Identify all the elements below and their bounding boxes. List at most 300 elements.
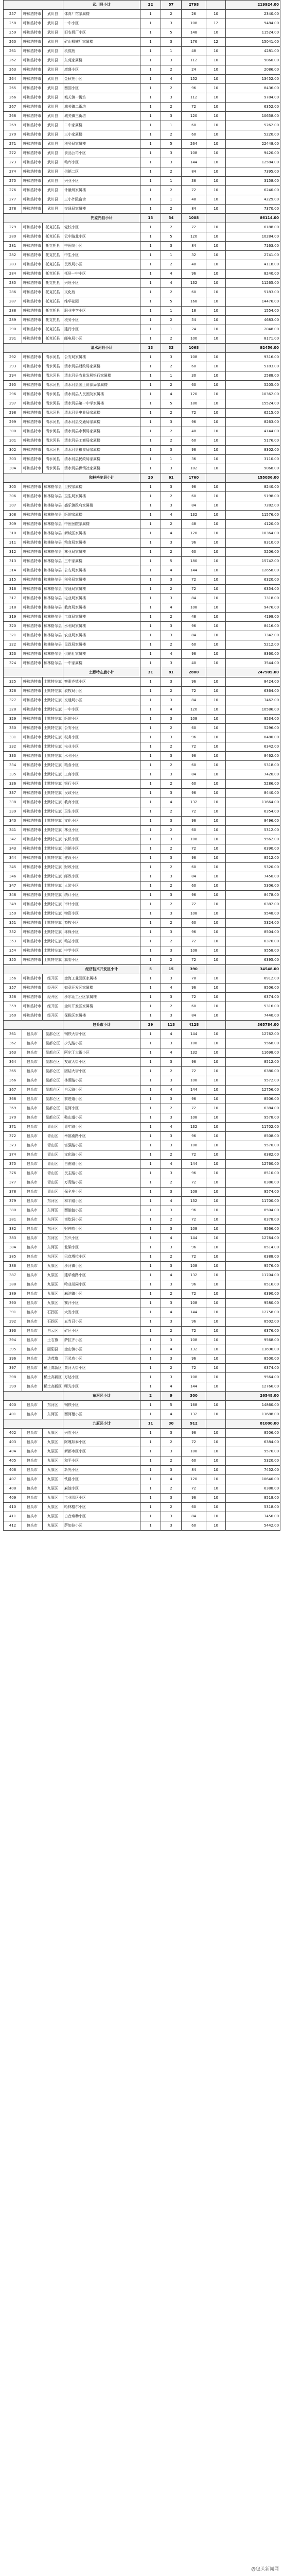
community-name-cell: 公安局家属楼 bbox=[63, 566, 140, 575]
count-a-cell: 1 bbox=[140, 362, 161, 371]
community-name-cell: 白音席勒小区 bbox=[63, 1512, 140, 1521]
city-cell: 呼和浩特市 bbox=[22, 269, 43, 279]
district-cell: 土默特左旗 bbox=[43, 900, 63, 909]
district-cell: 九原区 bbox=[43, 1484, 63, 1494]
count-b-cell: 3 bbox=[161, 752, 182, 761]
district-cell: 经开区 bbox=[43, 993, 63, 1002]
community-name-cell: 钢铁小区 bbox=[63, 1401, 140, 1410]
count-b-cell: 3 bbox=[161, 1058, 182, 1067]
table-row bbox=[4, 1364, 280, 1373]
row-number: 391 bbox=[4, 1308, 22, 1317]
community-name-cell: 税务小区 bbox=[63, 316, 140, 325]
table-row bbox=[4, 65, 280, 75]
count-b-cell: 4 bbox=[161, 390, 182, 399]
district-cell: 武川县 bbox=[43, 19, 63, 28]
count-d-cell: 10 bbox=[206, 436, 226, 446]
amount-cell: 9784.00 bbox=[226, 93, 280, 103]
city-cell: 呼和浩特市 bbox=[22, 19, 43, 28]
count-a-cell: 1 bbox=[140, 381, 161, 390]
amount-cell: 6364.00 bbox=[226, 687, 280, 696]
row-number: 315 bbox=[4, 575, 22, 585]
row-number: 291 bbox=[4, 334, 22, 344]
city-cell: 呼和浩特市 bbox=[22, 325, 43, 334]
count-c-cell: 132 bbox=[182, 1410, 206, 1419]
count-b-cell: 3 bbox=[161, 946, 182, 956]
city-cell: 呼和浩特市 bbox=[22, 919, 43, 928]
count-d-cell: 10 bbox=[206, 928, 226, 937]
row-number: 280 bbox=[4, 232, 22, 242]
count-d-cell: 10 bbox=[206, 75, 226, 84]
row-number: 261 bbox=[4, 47, 22, 56]
table-row bbox=[4, 826, 280, 835]
community-name-cell: 少先路小区 bbox=[63, 1039, 140, 1048]
subtotal-label: 托克托县小计 bbox=[63, 214, 140, 223]
table-row bbox=[4, 1447, 280, 1456]
amount-cell: 12764.00 bbox=[226, 1234, 280, 1243]
count-d-cell: 10 bbox=[206, 1438, 226, 1447]
city-cell: 呼和浩特市 bbox=[22, 909, 43, 919]
subtotal-count-d-cell bbox=[206, 344, 226, 353]
table-row bbox=[4, 1206, 280, 1215]
amount-cell: 7342.00 bbox=[226, 631, 280, 640]
subtotal-count-a-cell: 31 bbox=[140, 668, 161, 677]
count-a-cell: 1 bbox=[140, 956, 161, 965]
community-name-cell: 中学小区 bbox=[63, 946, 140, 956]
count-a-cell: 1 bbox=[140, 1447, 161, 1456]
count-b-cell: 4 bbox=[161, 1030, 182, 1039]
subtotal-blank-cell bbox=[4, 1, 63, 10]
subtotal-blank-cell bbox=[4, 1419, 63, 1429]
district-cell: 和林格尔县 bbox=[43, 538, 63, 548]
watermark: @包头新闻网 bbox=[251, 2567, 279, 2572]
district-cell: 武川县 bbox=[43, 186, 63, 195]
row-number: 336 bbox=[4, 779, 22, 789]
row-number: 292 bbox=[4, 353, 22, 362]
table-row bbox=[4, 1521, 280, 1531]
community-name-cell: 玖熙苑 bbox=[63, 47, 140, 56]
district-cell: 昆都仑区 bbox=[43, 1076, 63, 1086]
district-cell: 武川县 bbox=[43, 47, 63, 56]
count-a-cell: 1 bbox=[140, 1252, 161, 1262]
row-number: 309 bbox=[4, 520, 22, 529]
count-a-cell: 1 bbox=[140, 1401, 161, 1410]
count-d-cell: 10 bbox=[206, 205, 226, 214]
city-cell: 包头市 bbox=[22, 1206, 43, 1215]
count-d-cell: 10 bbox=[206, 798, 226, 807]
district-cell: 九原区 bbox=[43, 1429, 63, 1438]
table-row bbox=[4, 603, 280, 613]
subtotal-label: 土默特左旗小计 bbox=[63, 668, 140, 677]
city-cell: 呼和浩特市 bbox=[22, 826, 43, 835]
table-row bbox=[4, 223, 280, 232]
count-b-cell: 2 bbox=[161, 937, 182, 946]
amount-cell: 9558.00 bbox=[226, 946, 280, 956]
community-name-cell: 工商小区 bbox=[63, 770, 140, 779]
count-d-cell: 10 bbox=[206, 613, 226, 622]
count-a-cell: 1 bbox=[140, 195, 161, 205]
amount-cell: 11576.00 bbox=[226, 511, 280, 520]
count-b-cell: 2 bbox=[161, 1252, 182, 1262]
amount-cell: 11524.00 bbox=[226, 28, 280, 38]
count-b-cell: 2 bbox=[161, 807, 182, 817]
amount-cell: 10364.00 bbox=[226, 529, 280, 538]
count-b-cell: 1 bbox=[161, 121, 182, 130]
table-row bbox=[4, 158, 280, 167]
table-row bbox=[4, 566, 280, 575]
table-row bbox=[4, 177, 280, 186]
count-c-cell: 30 bbox=[182, 371, 206, 381]
count-b-cell: 2 bbox=[161, 956, 182, 965]
amount-cell: 7163.00 bbox=[226, 242, 280, 251]
count-c-cell: 176 bbox=[182, 38, 206, 47]
table-row bbox=[4, 1438, 280, 1447]
table-row bbox=[4, 84, 280, 93]
table-row bbox=[4, 446, 280, 455]
community-name-cell: 西脑包小区 bbox=[63, 1206, 140, 1215]
count-b-cell: 3 bbox=[161, 1466, 182, 1475]
amount-cell: 7440.00 bbox=[226, 1011, 280, 1021]
count-d-cell: 10 bbox=[206, 1150, 226, 1160]
row-number: 347 bbox=[4, 882, 22, 891]
count-d-cell: 10 bbox=[206, 585, 226, 594]
count-c-cell: 72 bbox=[182, 1290, 206, 1299]
row-number: 299 bbox=[4, 418, 22, 427]
count-d-cell: 10 bbox=[206, 1113, 226, 1123]
community-name-cell: 医院家属楼 bbox=[63, 511, 140, 520]
count-b-cell: 3 bbox=[161, 158, 182, 167]
city-cell: 呼和浩特市 bbox=[22, 575, 43, 585]
district-cell: 托克托县 bbox=[43, 232, 63, 242]
count-b-cell: 2 bbox=[161, 900, 182, 909]
count-a-cell: 1 bbox=[140, 1429, 161, 1438]
count-c-cell: 72 bbox=[182, 1484, 206, 1494]
city-cell: 呼和浩特市 bbox=[22, 761, 43, 770]
table-row bbox=[4, 1345, 280, 1354]
table-row bbox=[4, 1299, 280, 1308]
row-number: 297 bbox=[4, 399, 22, 409]
count-b-cell: 3 bbox=[161, 1429, 182, 1438]
amount-cell: 6376.00 bbox=[226, 1327, 280, 1336]
row-number: 340 bbox=[4, 817, 22, 826]
count-a-cell: 1 bbox=[140, 761, 161, 770]
count-d-cell: 10 bbox=[206, 1262, 226, 1271]
community-name-cell: 清水河县供销社家属楼 bbox=[63, 464, 140, 473]
community-name-cell: 中生小区 bbox=[63, 251, 140, 260]
amount-cell: 4229.00 bbox=[226, 195, 280, 205]
count-d-cell: 10 bbox=[206, 909, 226, 919]
count-a-cell: 1 bbox=[140, 1521, 161, 1531]
community-name-cell: 粮食小区 bbox=[63, 761, 140, 770]
district-cell: 和林格尔县 bbox=[43, 566, 63, 575]
city-cell: 呼和浩特市 bbox=[22, 603, 43, 613]
count-c-cell: 108 bbox=[182, 1299, 206, 1308]
table-row bbox=[4, 687, 280, 696]
district-cell: 和林格尔县 bbox=[43, 640, 63, 650]
community-name-cell: 计量所家属楼 bbox=[63, 186, 140, 195]
count-a-cell: 1 bbox=[140, 631, 161, 640]
row-number: 341 bbox=[4, 826, 22, 835]
count-d-cell: 10 bbox=[206, 1280, 226, 1290]
count-c-cell: 72 bbox=[182, 103, 206, 112]
count-b-cell: 2 bbox=[161, 1456, 182, 1466]
community-name-cell: 兴业小区 bbox=[63, 177, 140, 186]
amount-cell: 4120.00 bbox=[226, 520, 280, 529]
count-d-cell: 10 bbox=[206, 1382, 226, 1392]
subtotal-row bbox=[4, 1021, 280, 1030]
amount-cell: 15041.00 bbox=[226, 38, 280, 47]
community-name-cell: 公安局家属楼 bbox=[63, 353, 140, 362]
count-c-cell: 102 bbox=[182, 464, 206, 473]
count-d-cell: 10 bbox=[206, 594, 226, 603]
count-a-cell: 1 bbox=[140, 613, 161, 622]
subtotal-amount-cell: 34548.00 bbox=[226, 965, 280, 974]
district-cell: 土默特左旗 bbox=[43, 677, 63, 687]
community-name-cell: 人防小区 bbox=[63, 882, 140, 891]
count-c-cell: 72 bbox=[182, 1364, 206, 1373]
count-d-cell: 10 bbox=[206, 622, 226, 631]
community-name-cell: 中医院小区 bbox=[63, 242, 140, 251]
count-d-cell: 10 bbox=[206, 956, 226, 965]
district-cell: 清水河县 bbox=[43, 464, 63, 473]
row-number: 343 bbox=[4, 844, 22, 854]
district-cell: 和林格尔县 bbox=[43, 622, 63, 631]
count-d-cell: 10 bbox=[206, 1373, 226, 1382]
subtotal-count-a-cell: 39 bbox=[140, 1021, 161, 1030]
district-cell: 武川县 bbox=[43, 177, 63, 186]
community-name-cell: 一中家属楼 bbox=[63, 659, 140, 668]
count-b-cell: 2 bbox=[161, 779, 182, 789]
count-d-cell: 10 bbox=[206, 1011, 226, 1021]
count-b-cell: 3 bbox=[161, 715, 182, 724]
district-cell: 昆都仑区 bbox=[43, 1086, 63, 1095]
community-name-cell: 林荫路小区 bbox=[63, 1076, 140, 1086]
count-a-cell: 1 bbox=[140, 455, 161, 464]
amount-cell: 6374.00 bbox=[226, 993, 280, 1002]
count-a-cell: 1 bbox=[140, 548, 161, 557]
count-a-cell: 1 bbox=[140, 742, 161, 752]
district-cell: 武川县 bbox=[43, 140, 63, 149]
row-number: 361 bbox=[4, 1030, 22, 1039]
district-cell: 九原区 bbox=[43, 1271, 63, 1280]
count-b-cell: 3 bbox=[161, 789, 182, 798]
city-cell: 呼和浩特市 bbox=[22, 260, 43, 269]
city-cell: 呼和浩特市 bbox=[22, 594, 43, 603]
district-cell: 石拐区 bbox=[43, 1317, 63, 1327]
community-name-cell: 巴彦塔拉小区 bbox=[63, 1252, 140, 1262]
count-b-cell: 3 bbox=[161, 575, 182, 585]
subtotal-blank-cell bbox=[4, 214, 63, 223]
table-row bbox=[4, 529, 280, 538]
amount-cell: 9068.00 bbox=[226, 464, 280, 473]
table-row bbox=[4, 613, 280, 622]
count-a-cell: 1 bbox=[140, 817, 161, 826]
count-b-cell: 3 bbox=[161, 891, 182, 900]
row-number: 354 bbox=[4, 946, 22, 956]
table-row bbox=[4, 399, 280, 409]
city-cell: 包头市 bbox=[22, 1197, 43, 1206]
city-cell: 呼和浩特市 bbox=[22, 844, 43, 854]
community-name-cell: 粮库小区 bbox=[63, 158, 140, 167]
community-name-cell: 麻池镇小区 bbox=[63, 1290, 140, 1299]
subtotal-amount-cell: 92456.00 bbox=[226, 344, 280, 353]
count-c-cell: 132 bbox=[182, 1345, 206, 1354]
table-row bbox=[4, 56, 280, 65]
subtotal-count-d-cell bbox=[206, 1, 226, 10]
count-b-cell: 2 bbox=[161, 316, 182, 325]
amount-cell: 4144.00 bbox=[226, 427, 280, 436]
amount-cell: 8512.00 bbox=[226, 854, 280, 863]
count-c-cell: 40 bbox=[182, 659, 206, 668]
count-d-cell: 10 bbox=[206, 121, 226, 130]
district-cell: 武川县 bbox=[43, 38, 63, 47]
district-cell: 经开区 bbox=[43, 1002, 63, 1011]
amount-cell: 8240.00 bbox=[226, 483, 280, 492]
community-name-cell: 文化小区 bbox=[63, 817, 140, 826]
community-name-cell: 鞍山道小区 bbox=[63, 1113, 140, 1123]
data-table bbox=[3, 0, 280, 1531]
city-cell: 呼和浩特市 bbox=[22, 659, 43, 668]
count-d-cell: 10 bbox=[206, 446, 226, 455]
count-a-cell: 1 bbox=[140, 269, 161, 279]
subtotal-count-b-cell: 61 bbox=[161, 473, 182, 483]
amount-cell: 8514.00 bbox=[226, 1243, 280, 1252]
community-name-cell: 如意开发区家属楼 bbox=[63, 984, 140, 993]
city-cell: 呼和浩特市 bbox=[22, 613, 43, 622]
amount-cell: 9548.00 bbox=[226, 909, 280, 919]
table-row bbox=[4, 1382, 280, 1392]
city-cell: 呼和浩特市 bbox=[22, 288, 43, 297]
count-a-cell: 1 bbox=[140, 242, 161, 251]
city-cell: 包头市 bbox=[22, 1104, 43, 1113]
count-a-cell: 1 bbox=[140, 1095, 161, 1104]
count-b-cell: 2 bbox=[161, 1503, 182, 1512]
count-a-cell: 1 bbox=[140, 696, 161, 705]
district-cell: 武川县 bbox=[43, 112, 63, 121]
subtotal-count-a-cell: 11 bbox=[140, 1419, 161, 1429]
district-cell: 东河区 bbox=[43, 1225, 63, 1234]
city-cell: 呼和浩特市 bbox=[22, 158, 43, 167]
count-c-cell: 24 bbox=[182, 65, 206, 75]
count-c-cell: 96 bbox=[182, 446, 206, 455]
count-c-cell: 84 bbox=[182, 1466, 206, 1475]
row-number: 286 bbox=[4, 288, 22, 297]
row-number: 372 bbox=[4, 1132, 22, 1141]
table-row bbox=[4, 1271, 280, 1280]
district-cell: 经开区 bbox=[43, 984, 63, 993]
city-cell: 呼和浩特市 bbox=[22, 307, 43, 316]
district-cell: 和林格尔县 bbox=[43, 603, 63, 613]
count-b-cell: 2 bbox=[161, 1067, 182, 1076]
city-cell: 呼和浩特市 bbox=[22, 242, 43, 251]
count-d-cell: 10 bbox=[206, 390, 226, 399]
count-d-cell: 10 bbox=[206, 112, 226, 121]
row-number: 262 bbox=[4, 56, 22, 65]
table-row bbox=[4, 1243, 280, 1252]
count-b-cell: 2 bbox=[161, 1327, 182, 1336]
count-b-cell: 2 bbox=[161, 103, 182, 112]
row-number: 287 bbox=[4, 297, 22, 307]
row-number: 371 bbox=[4, 1123, 22, 1132]
table-row bbox=[4, 353, 280, 362]
table-row bbox=[4, 381, 280, 390]
amount-cell: 8502.00 bbox=[226, 1317, 280, 1327]
subtotal-blank-cell bbox=[4, 1021, 63, 1030]
table-body bbox=[4, 1, 280, 1531]
table-row bbox=[4, 1169, 280, 1178]
amount-cell: 8506.00 bbox=[226, 1429, 280, 1438]
city-cell: 包头市 bbox=[22, 1058, 43, 1067]
amount-cell: 9578.00 bbox=[226, 1113, 280, 1123]
count-c-cell: 132 bbox=[182, 1271, 206, 1280]
amount-cell: 5206.00 bbox=[226, 548, 280, 557]
district-cell: 青山区 bbox=[43, 1169, 63, 1178]
district-cell: 土默特左旗 bbox=[43, 882, 63, 891]
subtotal-count-c-cell: 390 bbox=[182, 965, 206, 974]
table-row bbox=[4, 47, 280, 56]
amount-cell: 8302.00 bbox=[226, 446, 280, 455]
district-cell: 土默特左旗 bbox=[43, 779, 63, 789]
count-b-cell: 4 bbox=[161, 1197, 182, 1206]
count-d-cell: 10 bbox=[206, 371, 226, 381]
district-cell: 武川县 bbox=[43, 10, 63, 19]
table-row bbox=[4, 112, 280, 121]
amount-cell: 11265.00 bbox=[226, 279, 280, 288]
city-cell: 包头市 bbox=[22, 1494, 43, 1503]
count-c-cell: 96 bbox=[182, 817, 206, 826]
city-cell: 呼和浩特市 bbox=[22, 640, 43, 650]
community-name-cell: 清水河县农业发展银行家属楼 bbox=[63, 371, 140, 381]
count-a-cell: 1 bbox=[140, 19, 161, 28]
count-b-cell: 3 bbox=[161, 1225, 182, 1234]
count-c-cell: 96 bbox=[182, 854, 206, 863]
row-number: 334 bbox=[4, 761, 22, 770]
count-c-cell: 48 bbox=[182, 47, 206, 56]
community-name-cell: 麻池小区 bbox=[63, 1484, 140, 1494]
subtotal-label: 武川县小计 bbox=[63, 1, 140, 10]
count-c-cell: 18 bbox=[182, 307, 206, 316]
subtotal-count-c-cell: 1008 bbox=[182, 214, 206, 223]
amount-cell: 11664.00 bbox=[226, 798, 280, 807]
city-cell: 包头市 bbox=[22, 1048, 43, 1058]
amount-cell: 15524.00 bbox=[226, 399, 280, 409]
district-cell: 武川县 bbox=[43, 84, 63, 93]
row-number: 344 bbox=[4, 854, 22, 863]
count-b-cell: 5 bbox=[161, 232, 182, 242]
count-c-cell: 120 bbox=[182, 232, 206, 242]
subtotal-amount-cell: 365784.00 bbox=[226, 1021, 280, 1030]
count-a-cell: 1 bbox=[140, 538, 161, 548]
row-number: 259 bbox=[4, 28, 22, 38]
subtotal-count-d-cell bbox=[206, 1392, 226, 1401]
amount-cell: 7395.00 bbox=[226, 167, 280, 177]
table-row bbox=[4, 622, 280, 631]
table-row bbox=[4, 557, 280, 566]
count-d-cell: 10 bbox=[206, 872, 226, 882]
community-name-cell: 金秋苑小区 bbox=[63, 75, 140, 84]
community-name-cell: 保全庄小区 bbox=[63, 1188, 140, 1197]
community-name-cell: 财政小区 bbox=[63, 863, 140, 872]
count-c-cell: 60 bbox=[182, 779, 206, 789]
count-d-cell: 10 bbox=[206, 631, 226, 640]
count-b-cell: 2 bbox=[161, 724, 182, 733]
community-name-cell: 富强路小区 bbox=[63, 1141, 140, 1150]
count-d-cell: 10 bbox=[206, 770, 226, 779]
table-row bbox=[4, 167, 280, 177]
count-c-cell: 72 bbox=[182, 687, 206, 696]
count-c-cell: 108 bbox=[182, 715, 206, 724]
city-cell: 包头市 bbox=[22, 1438, 43, 1447]
count-d-cell: 10 bbox=[206, 538, 226, 548]
